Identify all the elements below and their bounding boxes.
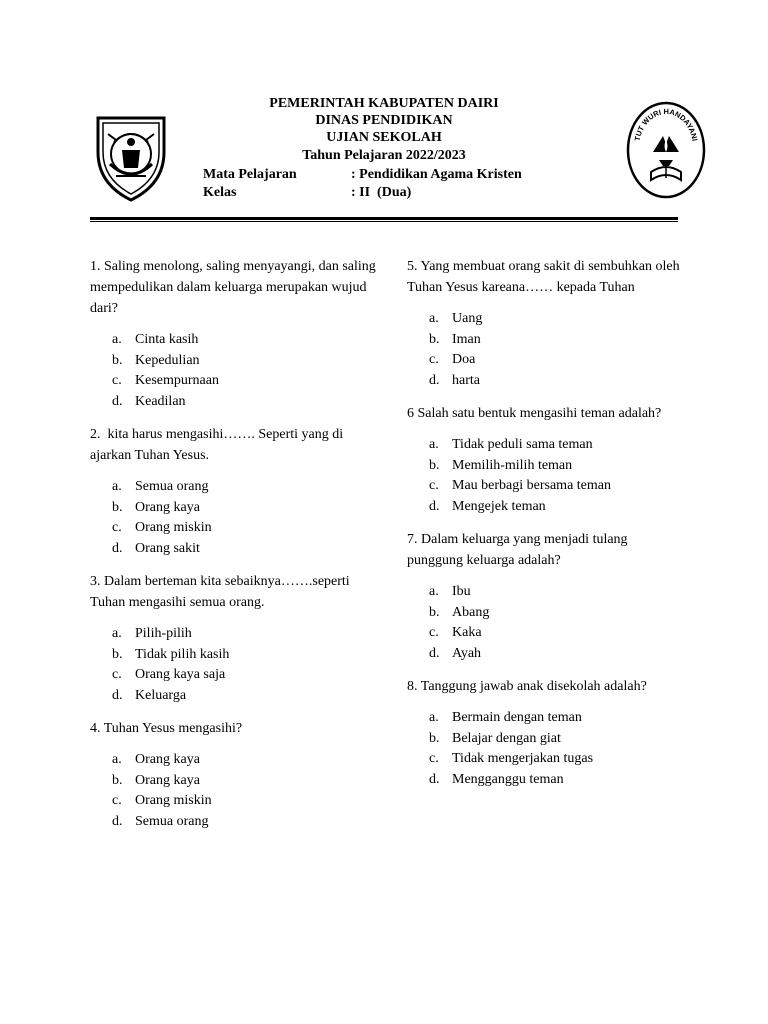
question-8-options [407, 708, 682, 790]
option-letter: d. [429, 771, 440, 787]
option-letter: a. [429, 311, 439, 326]
question-6-options [407, 435, 682, 517]
question-6-text: 6 Salah satu bentuk mengasihi teman adalah? [407, 406, 662, 421]
option-text: Pilih-pilih [135, 626, 192, 641]
option-7c [407, 623, 682, 644]
option-8b [407, 729, 682, 750]
option-7b [407, 603, 682, 624]
option-text: Orang kaya [135, 499, 200, 515]
option-text: Memilih-milih teman [452, 457, 573, 473]
option-letter: c. [429, 352, 439, 367]
question-7-options [407, 582, 682, 664]
subject-value: : Pendidikan Agama Kristen [351, 167, 522, 182]
question-8 [407, 676, 682, 790]
class-value: : II (Dua) [351, 185, 412, 200]
option-text: Cinta kasih [135, 332, 199, 347]
option-letter: b. [112, 772, 123, 788]
option-letter: c. [112, 373, 122, 388]
option-2c [90, 518, 380, 539]
option-3a [90, 624, 380, 645]
tut-wuri-handayani-logo-icon [625, 100, 707, 200]
question-3-text: 3. Dalam berteman kita sebaiknya…….seperti Tuhan mengasihi semua orang. [90, 574, 350, 610]
question-3-options [90, 624, 380, 706]
option-2d [90, 539, 380, 560]
question-7-text: 7. Dalam keluarga yang menjadi tulang punggung keluarga adalah? [407, 532, 628, 568]
option-text: Ibu [452, 584, 471, 599]
option-letter: d. [112, 540, 123, 556]
option-5d [407, 371, 682, 392]
option-text: Mengejek teman [452, 498, 546, 514]
option-text: Doa [452, 352, 476, 367]
option-letter: d. [112, 813, 123, 829]
option-letter: b. [112, 352, 123, 368]
right-question-column [407, 256, 682, 802]
question-3 [90, 571, 380, 706]
option-3c [90, 665, 380, 686]
option-7a [407, 582, 682, 603]
option-letter: a. [429, 437, 439, 452]
option-letter: a. [112, 626, 122, 641]
option-3d [90, 686, 380, 707]
option-text: harta [452, 372, 480, 388]
option-letter: b. [429, 331, 440, 347]
option-text: Abang [452, 604, 490, 620]
option-6b [407, 456, 682, 477]
option-letter: d. [112, 687, 123, 703]
option-letter: c. [429, 625, 439, 640]
option-letter: c. [112, 793, 122, 808]
question-5-options [407, 309, 682, 391]
option-text: Tidak pilih kasih [135, 646, 230, 662]
option-5b [407, 330, 682, 351]
question-1 [90, 256, 380, 412]
exam-header [90, 92, 700, 216]
option-text: Tidak peduli sama teman [452, 437, 593, 452]
header-rule-thick [90, 217, 678, 220]
question-4-text: 4. Tuhan Yesus mengasihi? [90, 721, 243, 736]
class-label: Kelas [203, 185, 237, 200]
option-text: Kaka [452, 625, 482, 640]
option-text: Orang kaya saja [135, 667, 226, 682]
right-logo-text: TUT WURI HANDAYANI [632, 106, 700, 142]
option-letter: d. [112, 393, 123, 409]
option-text: Orang sakit [135, 540, 200, 556]
option-letter: a. [429, 584, 439, 599]
option-8d [407, 770, 682, 791]
question-4 [90, 718, 380, 832]
option-letter: a. [112, 332, 122, 347]
question-1-text: 1. Saling menolong, saling menyayangi, dan saling mempedulikan dalam keluarga merupakan wujud dari? [90, 259, 376, 316]
option-text: Kesempurnaan [135, 373, 219, 388]
option-text: Iman [452, 331, 481, 347]
option-text: Keluarga [135, 687, 187, 703]
option-text: Semua orang [135, 813, 209, 829]
option-text: Uang [452, 311, 483, 326]
header-line-2: DINAS PENDIDIKAN [315, 113, 453, 128]
option-letter: c. [112, 520, 122, 535]
question-1-options [90, 330, 380, 412]
option-text: Orang miskin [135, 520, 212, 535]
subject-label: Mata Pelajaran [203, 167, 297, 182]
option-text: Kepedulian [135, 352, 200, 368]
option-2a [90, 477, 380, 498]
option-6d [407, 497, 682, 518]
option-letter: b. [112, 499, 123, 515]
option-text: Orang miskin [135, 793, 212, 808]
option-letter: d. [429, 372, 440, 388]
question-5 [407, 256, 682, 391]
option-letter: d. [429, 645, 440, 661]
option-letter: a. [429, 710, 439, 725]
option-4a [90, 750, 380, 771]
option-3b [90, 645, 380, 666]
question-8-text: 8. Tanggung jawab anak disekolah adalah? [407, 679, 647, 694]
option-letter: c. [429, 751, 439, 766]
option-5c [407, 350, 682, 371]
left-question-column [90, 256, 380, 844]
option-6a [407, 435, 682, 456]
option-text: Orang kaya [135, 752, 200, 767]
header-line-1: PEMERINTAH KABUPATEN DAIRI [269, 96, 499, 111]
option-text: Mau berbagi bersama teman [452, 478, 611, 493]
option-letter: b. [429, 457, 440, 473]
option-text: Orang kaya [135, 772, 200, 788]
option-1d [90, 392, 380, 413]
option-text: Belajar dengan giat [452, 730, 561, 746]
option-text: Keadilan [135, 393, 186, 409]
option-letter: b. [112, 646, 123, 662]
option-letter: b. [429, 604, 440, 620]
option-letter: a. [112, 752, 122, 767]
option-4b [90, 771, 380, 792]
option-text: Semua orang [135, 479, 209, 494]
question-7 [407, 529, 682, 664]
question-4-options [90, 750, 380, 832]
option-1b [90, 351, 380, 372]
option-7d [407, 644, 682, 665]
question-6 [407, 403, 682, 517]
header-line-4: Tahun Pelajaran 2022/2023 [302, 148, 466, 163]
option-text: Ayah [452, 645, 482, 661]
option-5a [407, 309, 682, 330]
option-1a [90, 330, 380, 351]
option-4d [90, 812, 380, 833]
question-5-text: 5. Yang membuat orang sakit di sembuhkan oleh Tuhan Yesus kareana…… kepada Tuhan [407, 259, 680, 295]
header-line-3: UJIAN SEKOLAH [326, 130, 442, 145]
question-2-text: 2. kita harus mengasihi……. Seperti yang di ajarkan Tuhan Yesus. [90, 427, 347, 463]
option-letter: c. [112, 667, 122, 682]
question-2 [90, 424, 380, 559]
option-letter: a. [112, 479, 122, 494]
option-8a [407, 708, 682, 729]
option-8c [407, 749, 682, 770]
option-text: Mengganggu teman [452, 771, 564, 787]
header-rule-thin [90, 221, 678, 222]
option-letter: b. [429, 730, 440, 746]
question-2-options [90, 477, 380, 559]
option-6c [407, 476, 682, 497]
option-letter: d. [429, 498, 440, 514]
option-text: Tidak mengerjakan tugas [452, 751, 594, 766]
option-letter: c. [429, 478, 439, 493]
option-2b [90, 498, 380, 519]
option-text: Bermain dengan teman [452, 710, 582, 725]
option-4c [90, 791, 380, 812]
option-1c [90, 371, 380, 392]
